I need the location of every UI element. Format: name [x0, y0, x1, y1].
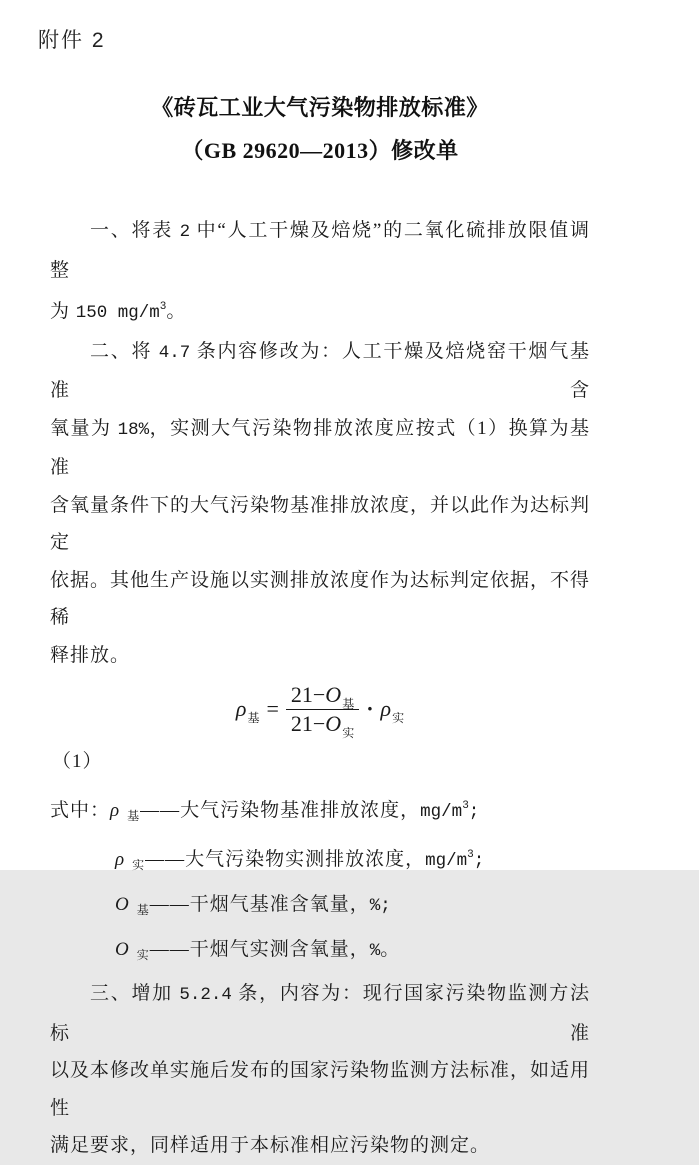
text-segment: ——干烟气实测含氧量， [149, 939, 370, 960]
text-line [50, 487, 590, 562]
text-segment: 含氧量条件下的大气污染物基准排放浓度，并以此作为达标判定 [50, 494, 591, 553]
equals-sign: = [266, 696, 279, 721]
text-line [50, 333, 590, 410]
symbol: ρ [110, 800, 120, 821]
superscript: 3 [159, 301, 167, 313]
text-segment: ——干烟气基准含氧量， [149, 894, 370, 915]
text-line [50, 410, 590, 487]
formula-rhs [380, 696, 405, 725]
text-segment: mg/m [420, 802, 463, 822]
document-title [50, 86, 590, 172]
document-body [50, 212, 590, 1165]
text-line [50, 975, 590, 1052]
subscript: 实 [392, 711, 405, 725]
text-segment: 。 [380, 939, 401, 960]
text-segment: ; [473, 851, 485, 871]
annex-label: 附件 2 [38, 29, 106, 52]
superscript: 3 [462, 800, 469, 812]
text-segment: 氧量为 [50, 417, 118, 439]
text-segment: 为 [50, 301, 76, 322]
fraction-denominator [286, 710, 359, 740]
text-line [50, 885, 590, 930]
text-segment: %; [369, 896, 391, 916]
text-segment: ，实测大气污染物排放浓度应按式（1）换算为基准 [50, 417, 590, 478]
fraction [286, 681, 359, 740]
title-line-1: 《砖瓦工业大气污染物排放标准》 [151, 95, 489, 120]
oxygen-symbol: O [325, 710, 342, 736]
subscript: 实 [132, 858, 145, 872]
text-segment: 式中： [50, 800, 111, 821]
formula-block [50, 680, 590, 738]
rho-symbol: ρ [380, 696, 392, 721]
title-line-2: （GB 29620—2013）修改单 [181, 138, 459, 163]
text-segment: 条，内容为：现行国家污染物监测方法标准 [50, 983, 590, 1044]
text-segment: ; [468, 802, 480, 822]
text-line [50, 1127, 590, 1165]
denominator-value: 21− [290, 710, 326, 736]
text-segment: % [369, 941, 381, 961]
symbol: O [115, 894, 129, 915]
paragraph-1 [50, 212, 590, 333]
text-line [50, 637, 590, 675]
text-segment: ——大气污染物实测排放浓度， [145, 849, 426, 870]
symbol: O [115, 939, 129, 960]
paragraph-3 [50, 975, 590, 1165]
text-segment: 释排放。 [50, 644, 131, 666]
subscript: 基 [342, 696, 355, 711]
text-segment: ——大气污染物基准排放浓度， [140, 800, 421, 821]
symbol-definitions [50, 787, 590, 975]
text-segment: 二、将 [90, 340, 159, 362]
text-segment: 满足要求，同样适用于本标准相应污染物的测定。 [50, 1135, 491, 1156]
text-segment: 。 [166, 301, 187, 322]
oxygen-symbol: O [325, 681, 342, 707]
rho-symbol: ρ [235, 696, 247, 721]
subscript: 基 [136, 903, 149, 917]
text-segment: 以及本修改单实施后发布的国家污染物监测方法标准，如适用性 [50, 1060, 591, 1119]
text-segment: 依据。其他生产设施以实测排放浓度作为达标判定依据，不得稀 [50, 569, 591, 628]
text-line [50, 930, 590, 975]
text-line [50, 562, 590, 637]
text-segment: 一、将表 [90, 220, 180, 241]
subscript: 实 [342, 725, 355, 740]
text-segment: 5.2.4 [179, 985, 232, 1005]
text-segment: 条内容修改为：人工干燥及焙烧窑干烟气基准含 [50, 340, 590, 401]
subscript: 基 [247, 711, 260, 725]
text-segment: 三、增加 [90, 983, 180, 1004]
text-line [50, 836, 590, 885]
text-line [50, 289, 590, 333]
formula-lhs [235, 696, 260, 725]
symbol: ρ [115, 849, 125, 870]
text-segment: 中“人工干燥及焙烧”的二氧化硫排放限值调整 [50, 220, 590, 281]
text-segment: 4.7 [158, 342, 191, 363]
text-line [50, 212, 590, 289]
superscript: 3 [467, 849, 474, 861]
text-line [50, 1052, 590, 1127]
text-segment: 2 [179, 222, 191, 242]
text-segment: mg/m [425, 851, 468, 871]
numerator-value: 21− [290, 681, 326, 707]
text-segment: 150 mg/m [75, 303, 160, 323]
subscript: 基 [127, 809, 140, 823]
multiplication-dot: · [366, 696, 374, 721]
text-line [50, 787, 590, 836]
text-segment: 18% [117, 419, 150, 440]
fraction-numerator [286, 681, 359, 711]
equation-number: （1） [52, 751, 103, 772]
subscript: 实 [136, 948, 149, 962]
paragraph-2 [50, 333, 590, 675]
